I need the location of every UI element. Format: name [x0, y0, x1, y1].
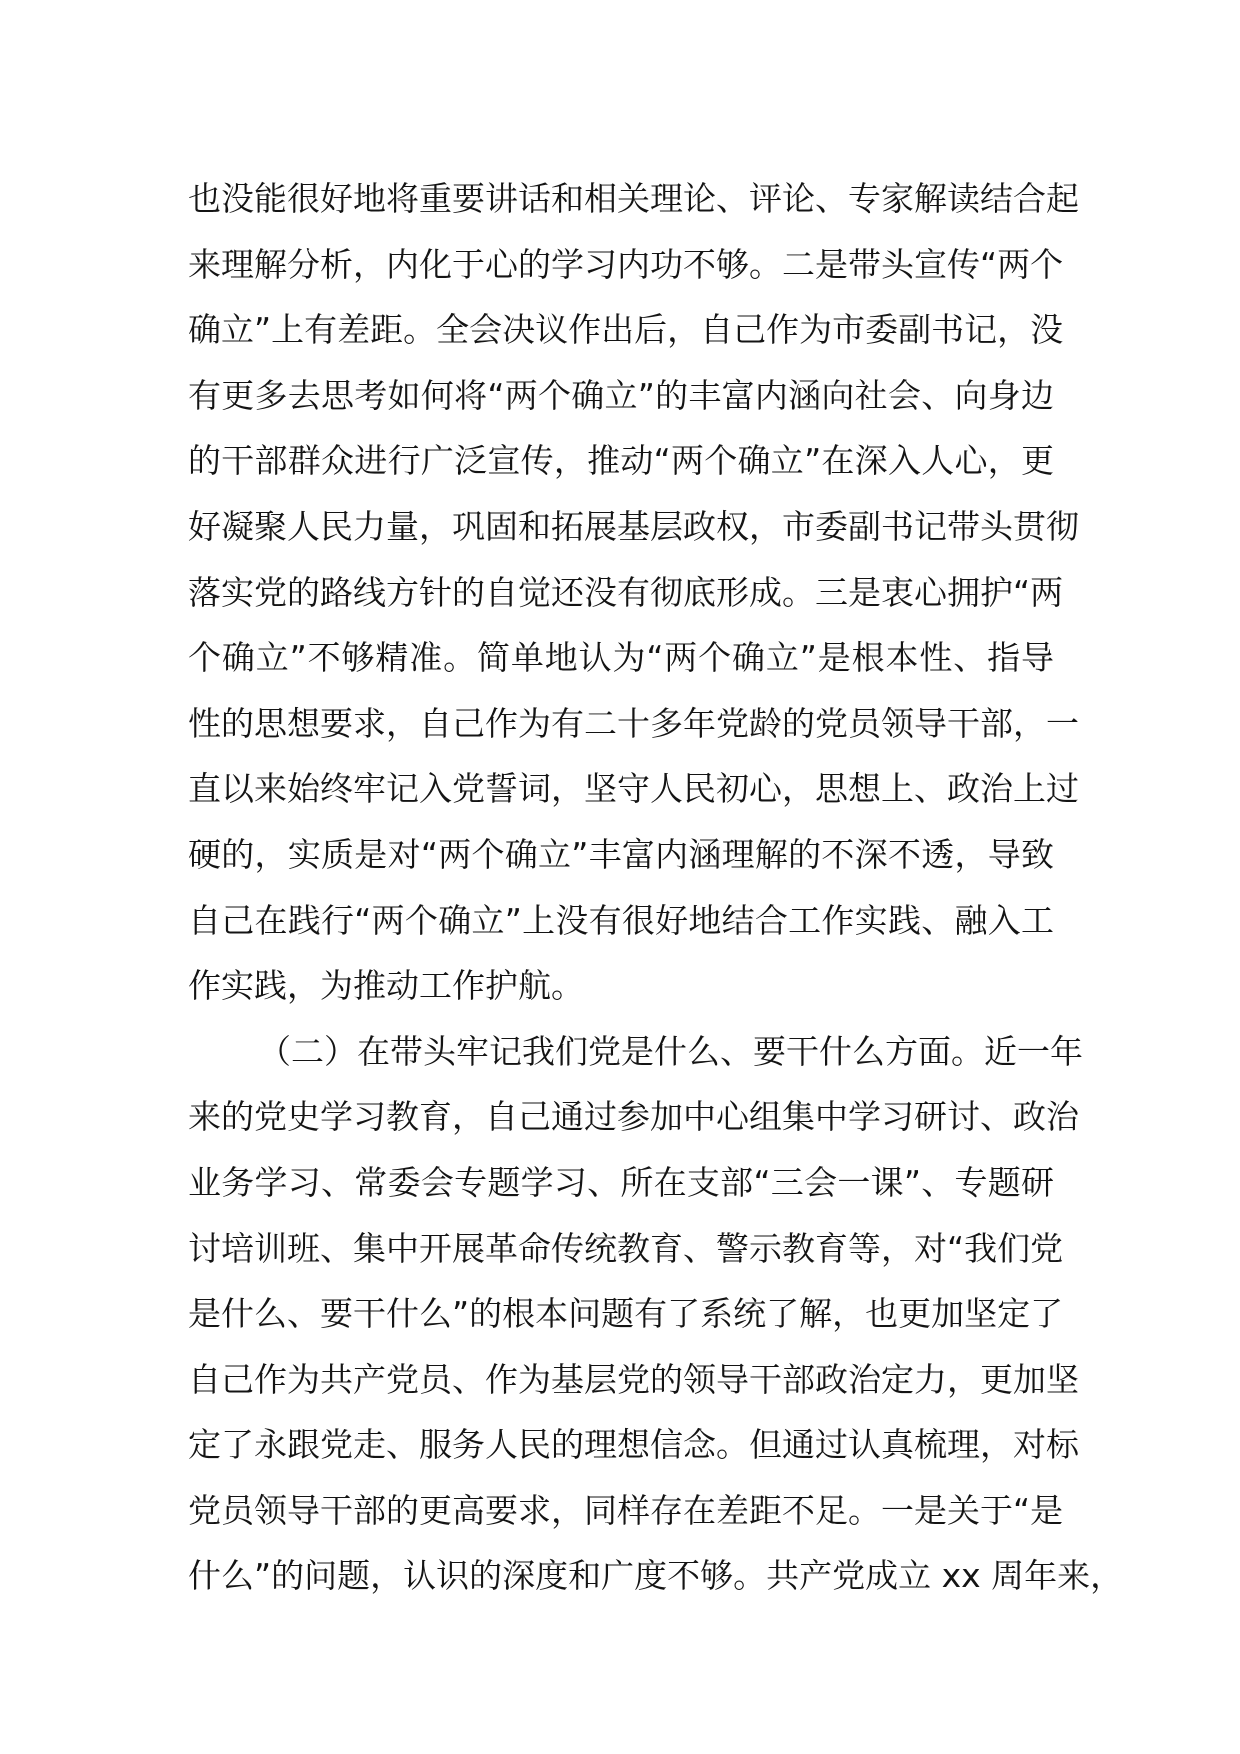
- section-heading-line: （二）在带头牢记我们党是什么、要干什么方面。近一年: [258, 1031, 1083, 1071]
- text-line: 个确立”不够精准。简单地认为“两个确立”是根本性、指导: [188, 638, 1054, 678]
- text-line: 自己作为共产党员、作为基层党的领导干部政治定力，更加坚: [188, 1359, 1079, 1399]
- text-line: 性的思想要求，自己作为有二十多年党龄的党员领导干部，一: [188, 703, 1079, 743]
- text-line: 业务学习、常委会专题学习、所在支部“三会一课”、专题研: [188, 1162, 1054, 1202]
- text-line: 党员领导干部的更高要求，同样存在差距不足。一是关于“是: [188, 1490, 1064, 1530]
- text-line: 自己在践行“两个确立”上没有很好地结合工作实践、融入工: [188, 900, 1054, 940]
- text-line: 也没能很好地将重要讲话和相关理论、评论、专家解读结合起: [188, 179, 1079, 218]
- text-line: 的干部群众进行广泛宣传，推动“两个确立”在深入人心，更: [188, 441, 1054, 481]
- text-line: 硬的，实质是对“两个确立”丰富内涵理解的不深不透，导致: [188, 834, 1054, 874]
- text-line: 是什么、要干什么”的根本问题有了系统了解，也更加坚定了: [188, 1294, 1064, 1334]
- paragraph-last-line: 作实践，为推动工作护航。: [188, 966, 584, 1006]
- text-line: 直以来始终牢记入党誓词，坚守人民初心，思想上、政治上过: [188, 769, 1079, 809]
- text-line: 有更多去思考如何将“两个确立”的丰富内涵向社会、向身边: [188, 375, 1054, 415]
- text-line: 确立”上有差距。全会决议作出后，自己作为市委副书记，没: [188, 310, 1064, 350]
- text-line: 好凝聚人民力量，巩固和拓展基层政权，市委副书记带头贯彻: [188, 506, 1079, 546]
- text-line: 讨培训班、集中开展革命传统教育、警示教育等，对“我们党: [188, 1228, 1064, 1268]
- document-body: [188, 166, 1124, 1609]
- text-line: 定了永跟党走、服务人民的理想信念。但通过认真梳理，对标: [188, 1425, 1079, 1465]
- text-line: 什么”的问题，认识的深度和广度不够。共产党成立 xx 周年来，: [188, 1556, 1124, 1596]
- text-line: 落实党的路线方针的自觉还没有彻底形成。三是衷心拥护“两: [188, 572, 1064, 612]
- text-line: 来理解分析，内化于心的学习内功不够。二是带头宣传“两个: [188, 244, 1064, 284]
- text-line: 来的党史学习教育，自己通过参加中心组集中学习研讨、政治: [188, 1097, 1079, 1137]
